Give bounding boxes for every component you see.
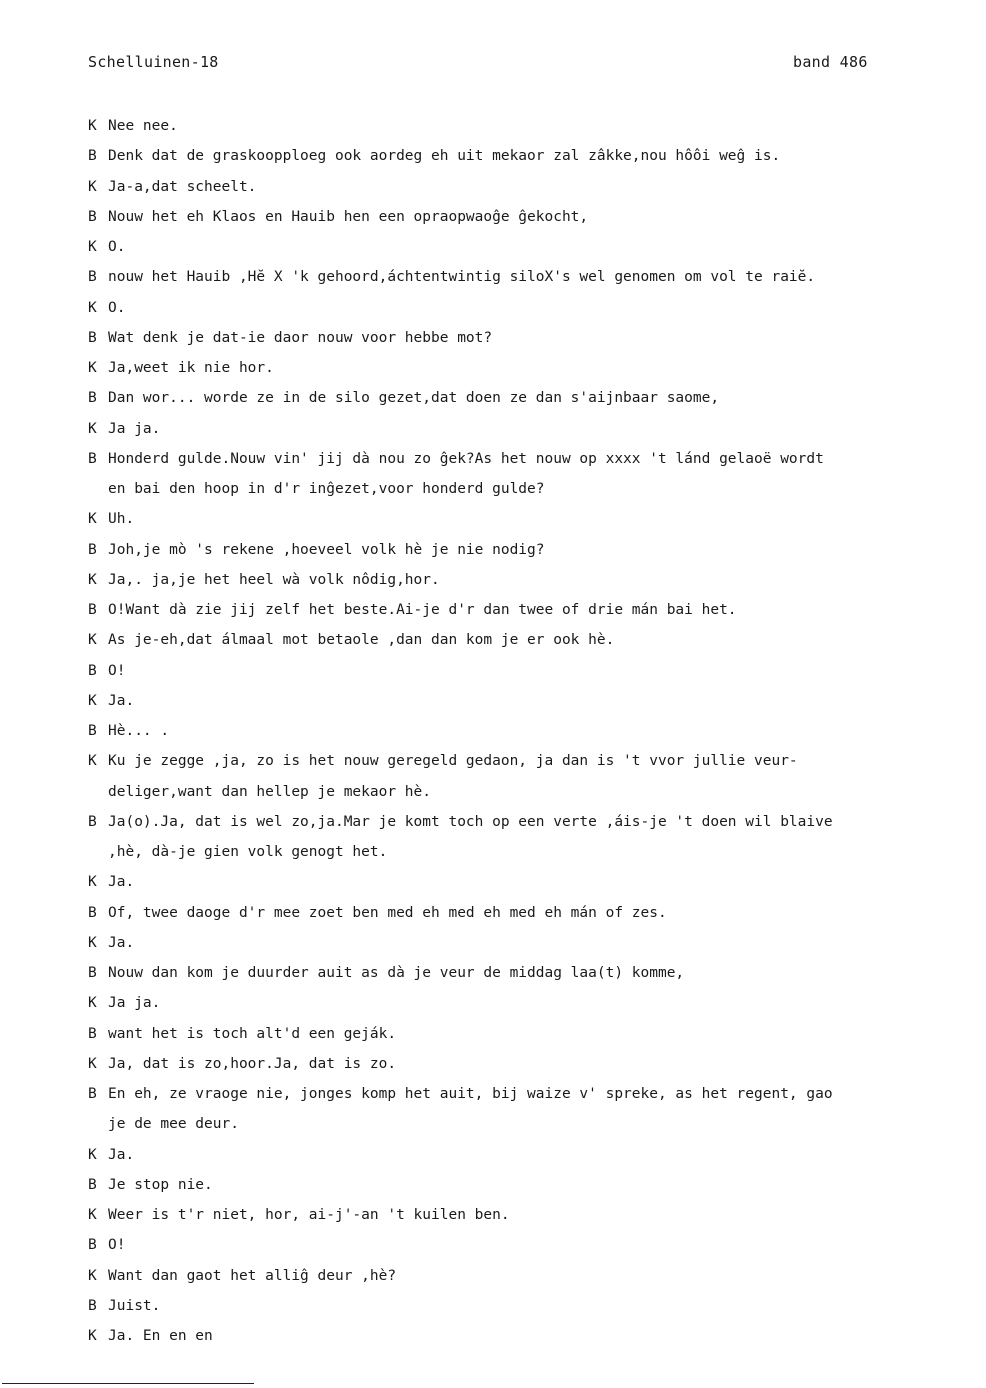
speaker-label: K (88, 1328, 97, 1344)
transcript-line (88, 298, 980, 328)
transcript-line (88, 812, 980, 842)
utterance-text: Wat denk je dat-ie daor nouw voor hebbe mot? (108, 329, 493, 346)
utterance-text: As je-eh,dat álmaal mot betaole ,dan dan kom je er ook hè. (108, 632, 615, 649)
transcript-line (88, 207, 980, 237)
transcript-line (88, 267, 980, 297)
speaker-label: K (88, 632, 97, 649)
transcript-line (88, 146, 980, 176)
footnote-divider (2, 1383, 254, 1384)
utterance-text: Hè... . (108, 723, 170, 739)
speaker-label: B (88, 1086, 97, 1102)
speaker-label: B (88, 148, 97, 165)
utterance-text: Denk dat de graskoopploeg ook aordeg eh uit mekaor zal zâkke,nou hôôi weĝ is. (108, 148, 781, 165)
document-title: Schelluinen-18 (88, 53, 219, 71)
speaker-label: B (88, 904, 97, 921)
speaker-label: B (88, 541, 97, 558)
speaker-label: K (88, 420, 97, 437)
speaker-label: B (88, 269, 97, 286)
utterance-text: want het is toch alt'd een geják. (108, 1025, 397, 1042)
utterance-text: deliger,want dan hellep je mekaor hè. (108, 783, 432, 800)
utterance-text: Nouw dan kom je duurder auit as dà je veur de middag laa(t) komme, (108, 965, 685, 981)
utterance-text: en bai den hoop in d'r inĝezet,voor honderd gulde? (108, 481, 545, 497)
utterance-text: Nee nee. (108, 118, 178, 134)
utterance-text: O. (108, 299, 126, 316)
utterance-text: Of, twee daoge d'r mee zoet ben med eh med eh med eh mán of zes. (108, 904, 667, 921)
utterance-text: Dan wor... worde ze in de silo gezet,dat doen ze dan s'aijnbaar saome, (108, 390, 720, 407)
transcript-line (88, 177, 980, 207)
utterance-text: En eh, ze vraoge nie, jonges komp het auit, bij waize v' spreke, as het regent, gao (108, 1086, 833, 1102)
transcript-line (88, 1235, 980, 1265)
utterance-text: Juist. (108, 1297, 161, 1314)
utterance-text: Ku je zegge ,ja, zo is het nouw geregeld gedaon, ja dan is 't vvor jullie veur- (108, 753, 798, 770)
speaker-label: B (88, 329, 97, 346)
speaker-label: B (88, 965, 97, 981)
transcript-line (88, 449, 980, 479)
transcript-line (88, 600, 980, 630)
transcript-line (88, 872, 980, 902)
transcript-line (88, 388, 980, 418)
utterance-text: Ja,. ja,je het heel wà volk nôdig,hor. (108, 571, 440, 588)
utterance-text: Ja, dat is zo,hoor.Ja, dat is zo. (108, 1055, 397, 1072)
transcript-line (88, 1326, 980, 1356)
transcript-line (88, 630, 980, 660)
transcript-line (88, 570, 980, 600)
transcript-line (88, 1175, 980, 1205)
speaker-label: K (88, 360, 97, 376)
speaker-label: K (88, 934, 97, 951)
speaker-label: K (88, 178, 97, 195)
utterance-text: Honderd gulde.Nouw vin' jij dà nou zo ĝek?As het nouw op xxxx 't lánd gelaoë wordt (108, 450, 824, 467)
utterance-text: Ja,weet ik nie hor. (108, 360, 274, 376)
speaker-label: B (88, 602, 97, 618)
transcript-line (88, 358, 980, 388)
utterance-text: Weer is t'r niet, hor, ai-j'-an 't kuilen ben. (108, 1207, 510, 1223)
utterance-text: Ja-a,dat scheelt. (108, 178, 257, 195)
utterance-text: je de mee deur. (108, 1116, 239, 1133)
speaker-label: B (88, 1176, 97, 1193)
speaker-label: B (88, 1025, 97, 1042)
speaker-label: K (88, 995, 97, 1012)
utterance-text: Ja(o).Ja, dat is wel zo,ja.Mar je komt toch op een verte ,áis-je 't doen wil blaive (108, 813, 833, 830)
transcript-continuation-line (88, 479, 980, 509)
utterance-text: Ja ja. (108, 995, 161, 1012)
transcript-line (88, 419, 980, 449)
transcript-line (88, 1084, 980, 1114)
speaker-label: K (88, 299, 97, 316)
transcript-line (88, 963, 980, 993)
speaker-label: B (88, 390, 97, 407)
transcript-line (88, 540, 980, 570)
utterance-text: Ja. En en en (108, 1328, 213, 1344)
utterance-text: Want dan gaot het alliĝ deur ,hè? (108, 1267, 397, 1284)
speaker-label: B (88, 662, 97, 679)
transcript-line (88, 1296, 980, 1326)
transcript-line (88, 1266, 980, 1296)
transcript-line (88, 1205, 980, 1235)
speaker-label: K (88, 571, 97, 588)
transcript-line (88, 1024, 980, 1054)
transcript-line (88, 721, 980, 751)
transcript-line (88, 751, 980, 781)
transcript-line (88, 933, 980, 963)
transcript-line (88, 903, 980, 933)
utterance-text: Ja. (108, 692, 135, 709)
speaker-label: B (88, 723, 97, 739)
speaker-label: B (88, 1297, 97, 1314)
speaker-label: K (88, 118, 97, 134)
speaker-label: K (88, 874, 97, 891)
transcript-line (88, 116, 980, 146)
transcript-continuation-line (88, 1114, 980, 1144)
utterance-text: ,hè, dà-je gien volk genogt het. (108, 844, 388, 860)
transcript-line (88, 1054, 980, 1084)
transcript-line (88, 1145, 980, 1175)
utterance-text: Ja. (108, 874, 135, 891)
speaker-label: B (88, 1237, 97, 1254)
utterance-text: Nouw het eh Klaos en Hauib hen een opraopwaoĝe ĝekocht, (108, 208, 589, 225)
speaker-label: K (88, 511, 97, 528)
utterance-text: O!Want dà zie jij zelf het beste.Ai-je d'r dan twee of drie mán bai het. (108, 602, 737, 618)
utterance-text: Ja. (108, 1146, 135, 1163)
speaker-label: K (88, 1146, 97, 1163)
transcript-line (88, 661, 980, 691)
transcript-body (88, 116, 980, 1356)
speaker-label: K (88, 692, 97, 709)
transcript-line (88, 509, 980, 539)
utterance-text: O! (108, 662, 126, 679)
tape-number: band 486 (793, 53, 868, 71)
utterance-text: nouw het Hauib ,Hĕ X 'k gehoord,áchtentwintig siloX's wel genomen om vol te raiĕ. (108, 269, 816, 286)
utterance-text: Uh. (108, 511, 135, 528)
transcript-line (88, 328, 980, 358)
speaker-label: B (88, 813, 97, 830)
utterance-text: Je stop nie. (108, 1176, 213, 1193)
utterance-text: Ja. (108, 934, 135, 951)
speaker-label: K (88, 239, 97, 255)
utterance-text: Joh,je mò 's rekene ,hoeveel volk hè je nie nodig? (108, 541, 545, 558)
transcript-continuation-line (88, 842, 980, 872)
transcript-continuation-line (88, 782, 980, 812)
speaker-label: K (88, 753, 97, 770)
transcript-line (88, 691, 980, 721)
transcript-line (88, 237, 980, 267)
utterance-text: O. (108, 239, 126, 255)
speaker-label: K (88, 1207, 97, 1223)
utterance-text: O! (108, 1237, 126, 1254)
transcript-line (88, 993, 980, 1023)
speaker-label: B (88, 450, 97, 467)
utterance-text: Ja ja. (108, 420, 161, 437)
speaker-label: B (88, 208, 97, 225)
speaker-label: K (88, 1267, 97, 1284)
speaker-label: K (88, 1055, 97, 1072)
